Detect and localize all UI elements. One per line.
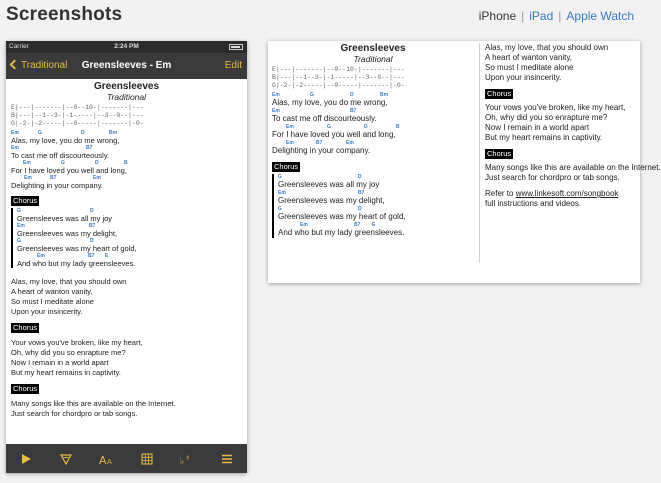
chord: Bm <box>380 92 389 98</box>
song-column-left <box>268 41 478 283</box>
note-line: Many songs like this are available on the Internet. <box>11 399 176 408</box>
nav-separator: | <box>521 9 525 23</box>
tuning-fork-icon[interactable] <box>55 448 77 470</box>
back-label: Traditional <box>21 60 68 71</box>
status-time: 2:24 PM <box>114 43 139 50</box>
lyric-line: But my heart remains in captivity. <box>11 368 121 377</box>
chord: Em <box>17 223 25 229</box>
lyric-line: Oh, why did you so enrapture me? <box>485 113 608 122</box>
transpose-icon[interactable] <box>176 448 198 470</box>
chorus-label: Chorus <box>487 89 512 98</box>
chord: B7 <box>86 145 93 151</box>
chord: D <box>358 174 362 180</box>
lyric-text: To cast me off discourteously. <box>11 151 110 160</box>
lyric-line: So must I meditate alone <box>11 297 94 306</box>
chorus-label: Chorus <box>487 149 512 158</box>
chord: D <box>95 160 99 166</box>
page-header <box>0 0 640 34</box>
lyric-text: To cast me off discourteously. <box>272 114 377 123</box>
lyric-line: Upon your insincerity. <box>11 307 83 316</box>
svg-text:A: A <box>99 453 107 467</box>
lyric-line <box>278 222 474 238</box>
chord: Em <box>300 222 308 228</box>
chord: D <box>90 238 94 244</box>
note-line: Many songs like this are available on the Internet. <box>485 163 661 172</box>
chord: B <box>396 124 400 130</box>
nav-bar <box>6 53 247 79</box>
chord: Em <box>286 140 294 146</box>
lyric-line <box>278 190 474 206</box>
chorus-label: Chorus <box>274 162 299 171</box>
tab-line: B|---|--1--3-|-1-----|--3--0--|--- <box>272 74 405 81</box>
nav-separator: | <box>558 9 562 23</box>
chord: Em <box>11 130 19 136</box>
lyric-line <box>272 124 474 140</box>
lyric-line <box>17 208 242 223</box>
chord: Em <box>37 253 45 259</box>
chord: E <box>372 222 376 228</box>
note-line: Just search for chordpro or tab songs. <box>485 173 620 182</box>
status-bar <box>6 41 247 53</box>
chord: B7 <box>89 223 96 229</box>
svg-text:A: A <box>107 457 113 466</box>
chord: G <box>278 206 282 212</box>
lyric-line <box>11 175 242 190</box>
carrier-label: Carrier <box>9 43 29 50</box>
device-link-ipad[interactable]: iPad <box>529 9 554 23</box>
tab-line: E|---|-------|--0--10-|-------|--- <box>272 66 405 73</box>
chord: Bm <box>109 130 118 136</box>
lyric-line: Now I remain in a world apart <box>11 358 109 367</box>
tab-line: E|---|-------|--0--10-|-------|--- <box>11 104 144 111</box>
chord: G <box>17 208 21 214</box>
verse <box>11 130 242 190</box>
svg-text:♭: ♭ <box>179 456 184 467</box>
chord: G <box>310 92 314 98</box>
lyric-text: Greensleeves was my heart of gold, <box>17 244 137 253</box>
song-view[interactable] <box>6 79 247 444</box>
chord: D <box>364 124 368 130</box>
song-title: Greensleeves <box>93 81 160 92</box>
lyric-text: For I have loved you well and long, <box>272 130 396 139</box>
edit-button[interactable]: Edit <box>224 60 242 71</box>
chord-grid-icon[interactable] <box>136 448 158 470</box>
chord: Em <box>93 175 101 181</box>
chord: G <box>61 160 65 166</box>
chord: D <box>350 92 354 98</box>
lyric-text: Alas, my love, you do me wrong, <box>11 136 120 145</box>
ipad-screenshot[interactable] <box>268 41 661 283</box>
chorus-label: Chorus <box>13 384 38 393</box>
lyric-text: And who but my lady greensleeves. <box>17 259 136 268</box>
lyric-line: Upon your insincerity. <box>485 73 562 82</box>
lyric-line: So must I meditate alone <box>485 63 574 72</box>
chord: D <box>358 206 362 212</box>
verse <box>272 92 474 156</box>
refer-line <box>485 189 637 199</box>
refer-prefix: Refer to <box>485 189 516 198</box>
iphone-screenshot[interactable] <box>6 41 247 473</box>
lyric-text: Greensleeves was all my joy <box>278 180 380 189</box>
lyric-line: Alas, my love, that you should own <box>11 277 127 286</box>
lyric-line <box>11 130 242 145</box>
device-nav <box>479 9 634 23</box>
chord: B7 <box>354 222 361 228</box>
chord: B7 <box>358 190 365 196</box>
lyric-line <box>278 174 474 190</box>
lyric-text: Delighting in your company. <box>272 146 371 155</box>
lyric-line <box>272 92 474 108</box>
chord: Em <box>24 175 32 181</box>
page-title: Screenshots <box>6 4 123 25</box>
chord: B7 <box>350 108 357 114</box>
chorus <box>11 208 242 268</box>
lyric-line <box>11 160 242 175</box>
lyric-text: Greensleeves was all my joy <box>17 214 113 223</box>
lyric-text: Greensleeves was my heart of gold, <box>278 212 406 221</box>
chord: G <box>38 130 42 136</box>
lyric-line <box>272 140 474 156</box>
lyric-text: Greensleeves was my delight, <box>278 196 385 205</box>
device-link-iphone[interactable]: iPhone <box>478 9 517 23</box>
chord: Em <box>286 124 294 130</box>
tab-line: G|-2-|-2-----|--0-----|-------|-0- <box>11 120 144 127</box>
chord: Em <box>278 190 286 196</box>
bottom-toolbar <box>6 444 247 473</box>
svg-text:♯: ♯ <box>185 453 190 462</box>
tab-line: G|-2-|-2-----|--0-----|-------|-0- <box>272 82 405 89</box>
tab-line: B|---|--1--3-|-1-----|--3--0--|--- <box>11 112 144 119</box>
lyric-line: Your vows you've broken, like my heart, <box>11 338 143 347</box>
song-title: Greensleeves <box>340 43 406 54</box>
chord: B7 <box>88 253 95 259</box>
lyric-text: Delighting in your company. <box>11 181 103 190</box>
play-icon[interactable] <box>15 448 37 470</box>
lyric-line: Now I remain in a world apart <box>485 123 590 132</box>
lyric-line <box>278 206 474 222</box>
chorus-label: Chorus <box>13 196 38 205</box>
nav-title: Greensleeves - Em <box>81 60 172 71</box>
chord: D <box>81 130 85 136</box>
lyric-text: Alas, my love, you do me wrong, <box>272 98 388 107</box>
lyric-line <box>272 108 474 124</box>
lyric-line <box>11 145 242 160</box>
refer-suffix: full instructions and videos. <box>485 199 582 208</box>
lyric-line <box>17 253 242 268</box>
column-divider <box>479 43 480 263</box>
menu-icon[interactable] <box>216 448 238 470</box>
chord: E <box>105 253 109 259</box>
font-size-icon[interactable] <box>95 448 117 470</box>
songbook-link[interactable]: www.linkesoft.com/songbook <box>515 189 619 198</box>
song-subtitle: Traditional <box>106 92 147 102</box>
lyric-line: A heart of wanton vanity, <box>11 287 93 296</box>
lyric-line <box>17 223 242 238</box>
lyric-text: For I have loved you well and long, <box>11 166 127 175</box>
lyric-line <box>17 238 242 253</box>
chord: G <box>327 124 331 130</box>
chord: B7 <box>50 175 57 181</box>
lyric-line: Your vows you've broken, like my heart, <box>485 103 626 112</box>
battery-icon <box>229 44 243 50</box>
chord: Em <box>11 145 19 151</box>
note-line: Just search for chordpro or tab songs. <box>11 409 138 418</box>
lyric-text: And who but my lady greensleeves. <box>278 228 405 237</box>
lyric-line: A heart of wanton vanity, <box>485 53 573 62</box>
lyric-line: Alas, my love, that you should own <box>485 43 609 52</box>
device-link-apple-watch[interactable]: Apple Watch <box>566 9 634 23</box>
chord: B7 <box>316 140 323 146</box>
lyric-line: Oh, why did you so enrapture me? <box>11 348 126 357</box>
chord: D <box>90 208 94 214</box>
chord: B <box>124 160 128 166</box>
chorus <box>272 174 474 238</box>
chord: G <box>17 238 21 244</box>
chord: Em <box>346 140 354 146</box>
song-column-right <box>482 41 661 283</box>
lyric-line: But my heart remains in captivity. <box>485 133 603 142</box>
song-subtitle: Traditional <box>353 54 393 64</box>
chord: Em <box>272 92 280 98</box>
chord: Em <box>23 160 31 166</box>
lyric-text: Greensleeves was my delight, <box>17 229 118 238</box>
chorus-label: Chorus <box>13 323 38 332</box>
chord: G <box>278 174 282 180</box>
chord: Em <box>272 108 280 114</box>
